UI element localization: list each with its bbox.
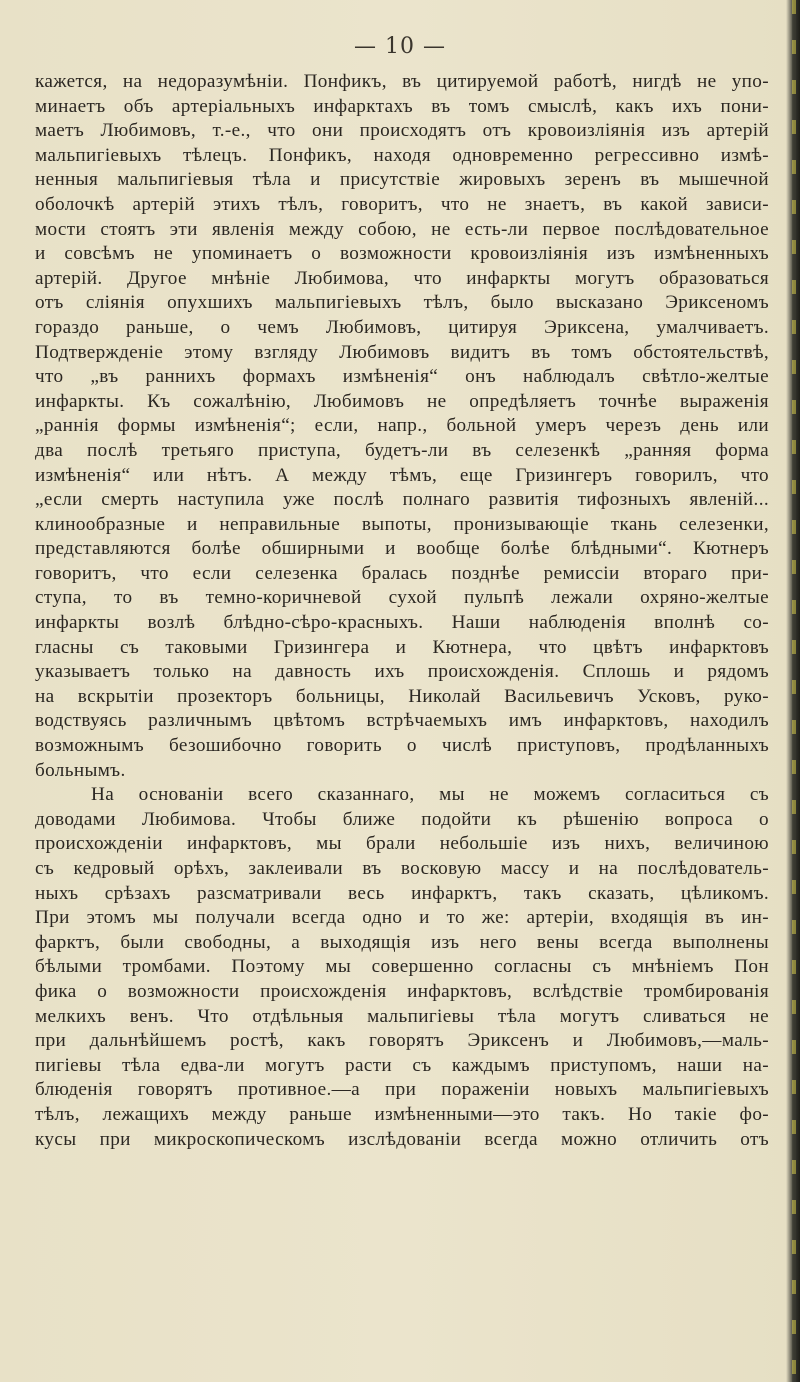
text-line: представляются болѣе обширными и вообще болѣе блѣдными“. Кютнеръ <box>35 538 769 560</box>
text-line: ступа, то въ темно-коричневой сухой пульпѣ лежали охряно-желтые <box>35 587 769 609</box>
text-line: тѣлъ, лежащихъ между раньше измѣненными—это такъ. Но такіе фо- <box>35 1103 769 1125</box>
text-line: измѣненія“ или нѣтъ. А между тѣмъ, еще Гризингеръ говорилъ, что <box>35 464 769 486</box>
text-line: отъ сліянія опухшихъ мальпигіевыхъ тѣлъ, было высказано Эриксеномъ <box>35 292 769 314</box>
text-line: „если смерть наступила уже послѣ полнаго развитія тифозныхъ явленій... <box>35 489 769 511</box>
text-line: возможнымъ безошибочно говорить о числѣ приступовъ, продѣланныхъ <box>35 735 769 757</box>
text-line: кажется, на недоразумѣніи. Понфикъ, въ цитируемой работѣ, нигдѣ не упо- <box>35 71 769 92</box>
text-line: маетъ Любимовъ, т.-е., что они происходятъ отъ кровоизліянія изъ артерій <box>35 120 769 142</box>
text-line: при дальнѣйшемъ ростѣ, какъ говорятъ Эриксенъ и Любимовъ,—маль- <box>35 1030 769 1052</box>
text-line: инфаркты возлѣ блѣдно-сѣро-красныхъ. Наши наблюденія вполнѣ со- <box>35 612 769 634</box>
text-line: мальпигіевыхъ тѣлецъ. Понфикъ, находя одновременно регрессивно измѣ- <box>35 144 769 166</box>
text-line: водствуясь различнымъ цвѣтомъ встрѣчаемыхъ имъ инфарктовъ, находилъ <box>35 710 769 732</box>
text-line: на вскрытіи прозекторъ больницы, Николай Васильевичъ Усковъ, руко- <box>35 685 769 707</box>
text-line: инфаркты. Къ сожалѣнію, Любимовъ не опредѣляетъ точнѣе выраженія <box>35 390 769 412</box>
text-line: клинообразные и неправильные выпоты, пронизывающіе ткань селезенки, <box>35 513 769 535</box>
text-line: больнымъ. <box>35 759 126 781</box>
text-line: оболочкѣ артерій этихъ тѣлъ, говоритъ, что не знаетъ, въ какой зависи- <box>35 193 769 215</box>
text-line: мелкихъ венъ. Что отдѣльныя мальпигіевы тѣла могутъ сливаться не <box>35 1005 769 1027</box>
text-line: „раннія формы измѣненія“; если, напр., больной умеръ черезъ день или <box>35 415 769 437</box>
text-line: кусы при микроскопическомъ изслѣдованіи всегда можно отличить отъ <box>35 1128 769 1150</box>
text-line: пигіевы тѣла едва-ли могутъ расти съ каждымъ приступомъ, наши на- <box>35 1054 769 1076</box>
text-line: бѣлыми тромбами. Поэтому мы совершенно согласны съ мнѣніемъ Пон <box>35 956 769 978</box>
text-line: что „въ раннихъ формахъ измѣненія“ онъ наблюдалъ свѣтло-желтые <box>35 366 769 388</box>
text-line: гораздо раньше, о чемъ Любимовъ, цитируя Эриксена, умалчиваетъ. <box>35 316 769 338</box>
text-line: говоритъ, что если селезенка бралась позднѣе ремиссіи втораго при- <box>35 562 769 584</box>
text-line: фарктъ, были свободны, а выходящія изъ него вены всегда выполнены <box>35 931 769 953</box>
text-line: При этомъ мы получали всегда одно и то же: артеріи, входящія въ ин- <box>35 907 769 929</box>
text-line: артерій. Другое мнѣніе Любимова, что инфаркты могутъ образоваться <box>35 267 769 289</box>
text-line: фика о возможности происхожденія инфарктовъ, вслѣдствіе тромбированія <box>35 980 769 1002</box>
text-line: блюденія говорятъ противное.—а при пораженіи новыхъ мальпигіевыхъ <box>35 1079 769 1101</box>
body-text <box>35 70 769 1152</box>
text-line: ныхъ срѣзахъ разсматривали весь инфарктъ, такъ сказать, цѣликомъ. <box>35 882 769 904</box>
text-line: указываетъ только на давность ихъ происхожденія. Сплошь и рядомъ <box>35 661 769 683</box>
color-calibration-strip <box>792 0 796 1382</box>
text-line: два послѣ третьяго приступа, будетъ-ли въ селезенкѣ „ранняя форма <box>35 439 769 461</box>
text-line: гласны съ таковыми Гризингера и Кютнера, что цвѣтъ инфарктовъ <box>35 636 769 658</box>
page-number-header: — 10 — <box>354 34 446 59</box>
text-line: На основаніи всего сказаннаго, мы не можемъ согласиться съ <box>91 784 769 806</box>
text-line: и совсѣмъ не упоминаетъ о возможности кровоизліянія изъ измѣненныхъ <box>35 243 769 265</box>
text-line: происхожденіи инфарктовъ, мы брали небольшіе изъ нихъ, величиною <box>35 833 769 855</box>
text-line: минаетъ объ артеріальныхъ инфарктахъ въ томъ смыслѣ, какъ ихъ пони- <box>35 95 769 117</box>
text-line: мости стоятъ эти явленія между собою, не есть-ли первое послѣдовательное <box>35 218 769 240</box>
text-line: Подтвержденіе этому взгляду Любимовъ видитъ въ томъ обстоятельствѣ, <box>35 341 769 363</box>
text-line: ненныя мальпигіевыя тѣла и присутствіе жировыхъ зеренъ въ мышечной <box>35 169 769 191</box>
text-line: съ кедровый орѣхъ, заклеивали въ восковую массу и на послѣдователь- <box>35 858 769 879</box>
text-line: доводами Любимова. Чтобы ближе подойти къ рѣшенію вопроса о <box>35 808 769 830</box>
